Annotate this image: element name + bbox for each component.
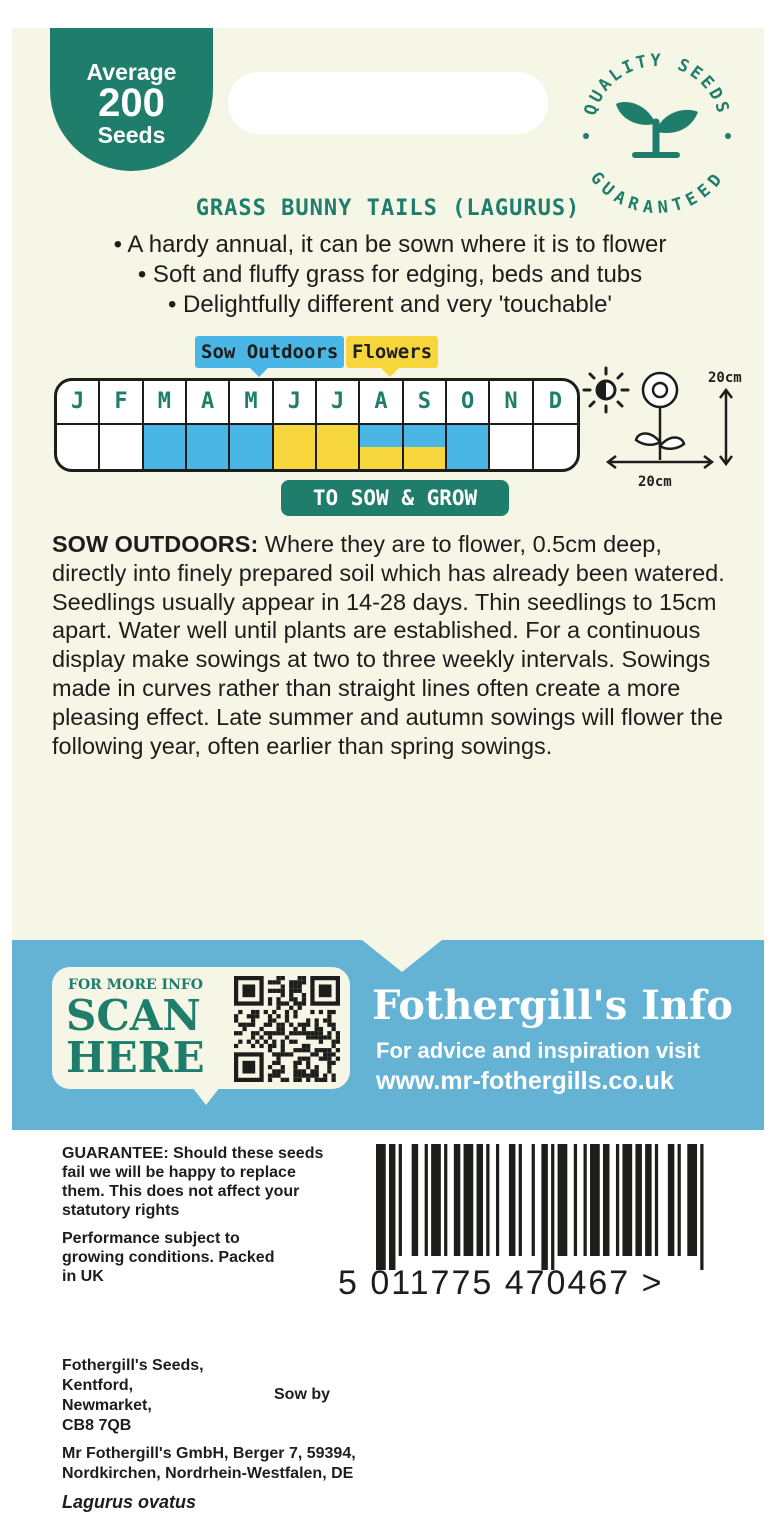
address-line: CB8 7QB (62, 1417, 132, 1434)
sow-by-label: Sow by (274, 1386, 331, 1403)
sow-outdoors-legend (195, 336, 344, 368)
month-cell (490, 423, 533, 469)
month-letter: A (360, 381, 403, 423)
month-cell (404, 423, 447, 469)
product-name-pill (228, 72, 548, 134)
quality-seeds-stamp (572, 44, 742, 214)
month-cell (57, 423, 100, 469)
address-line: Newmarket, (62, 1397, 152, 1414)
latin-name: Lagurus ovatus (62, 1492, 197, 1512)
badge-count: 200 (98, 81, 165, 125)
badge-line1: Average (86, 59, 177, 85)
badge-line3: Seeds (97, 122, 166, 148)
svg-text:QUALITY SEEDS (581, 51, 734, 118)
stamp-bottom-text: GUARANTEED (585, 168, 729, 214)
month-letter: M (144, 381, 187, 423)
flower-icon (636, 373, 684, 460)
website-link[interactable]: www.mr-fothergills.co.uk (376, 1067, 674, 1095)
month-letter: M (230, 381, 273, 423)
info-band-notch (362, 940, 442, 972)
flowers-label: Flowers (352, 341, 433, 363)
month-cell (534, 423, 577, 469)
here-word: HERE (66, 1033, 205, 1082)
performance-text: Performance subject to growing conditions. Packed in UK (62, 1230, 275, 1285)
month-letter: J (274, 381, 317, 423)
flowers-legend (346, 336, 438, 368)
month-cell (274, 423, 317, 469)
month-letter: N (490, 381, 533, 423)
sow-outdoors-label: Sow Outdoors (201, 341, 339, 363)
address-line: Nordkirchen, Nordrhein-Westfalen, DE (62, 1465, 354, 1482)
month-cell (447, 423, 490, 469)
uk-address (62, 1356, 204, 1436)
month-letter: A (187, 381, 230, 423)
month-cell (360, 423, 403, 469)
product-title: GRASS BUNNY TAILS (LAGURUS) (195, 196, 581, 221)
month-cell (230, 423, 273, 469)
sun-partial-shade-icon (584, 368, 628, 412)
advice-block (376, 1036, 700, 1096)
to-sow-and-grow-heading: TO SOW & GROW (281, 480, 509, 516)
barcode (374, 1144, 712, 1270)
sowing-calendar (54, 378, 580, 472)
address-line: Fothergill's Seeds, (62, 1357, 204, 1374)
fothergills-info-title: Fothergill's Info (372, 982, 733, 1029)
bullet-item: • A hardy annual, it can be sown where it is to flower (113, 231, 667, 258)
bullet-item: • Soft and fluffy grass for edging, beds and tubs (137, 261, 643, 288)
month-letter: O (447, 381, 490, 423)
month-letter: J (317, 381, 360, 423)
month-cell (317, 423, 360, 469)
instructions-text: Where they are to flower, 0.5cm deep, directly into finely prepared soil which has already been watered. Seedlings usually appear in 14-28 days. Thin seedlings to 15cm apart. Water well until plants are established. For a continuous display make sowings at two to three weekly intervals. Sowings made in curves rather than straight lines often create a more pleasing effect. Late summer and autumn sowings will flower the following year, often earlier than spring sowings. (52, 531, 725, 759)
advice-text: For advice and inspiration visit (376, 1038, 700, 1063)
month-cell (187, 423, 230, 469)
spacing-diagram (580, 362, 750, 492)
month-letter: J (57, 381, 100, 423)
guarantee-text: GUARANTEE: Should these seeds fail we will be happy to replace them. This does not affect your statutory rights (62, 1145, 324, 1219)
barcode-number: 5 011775 470467 > (338, 1264, 664, 1302)
bullet-item: • Delightfully different and very 'touchable' (167, 291, 613, 318)
sowing-instructions (52, 530, 742, 760)
month-letter: F (100, 381, 143, 423)
month-letter: S (404, 381, 447, 423)
feature-bullets (40, 230, 740, 320)
month-letter: D (548, 389, 562, 414)
scan-here-label (66, 991, 205, 1082)
qr-code[interactable] (234, 976, 340, 1082)
month-cell (144, 423, 187, 469)
address-line: Mr Fothergill's GmbH, Berger 7, 59394, (62, 1445, 356, 1462)
height-label: 20cm (708, 370, 742, 386)
scan-word: SCAN (66, 991, 201, 1040)
month-cell (100, 423, 143, 469)
instructions-heading: SOW OUTDOORS: (52, 531, 259, 557)
de-address (62, 1444, 356, 1484)
seedling-icon (616, 102, 698, 158)
width-label: 20cm (638, 474, 672, 490)
more-info-label: FOR MORE INFO (68, 977, 203, 993)
address-line: Kentford, (62, 1377, 134, 1394)
stamp-top-text: QUALITY SEEDS (580, 51, 734, 118)
height-arrow-icon (720, 390, 732, 464)
